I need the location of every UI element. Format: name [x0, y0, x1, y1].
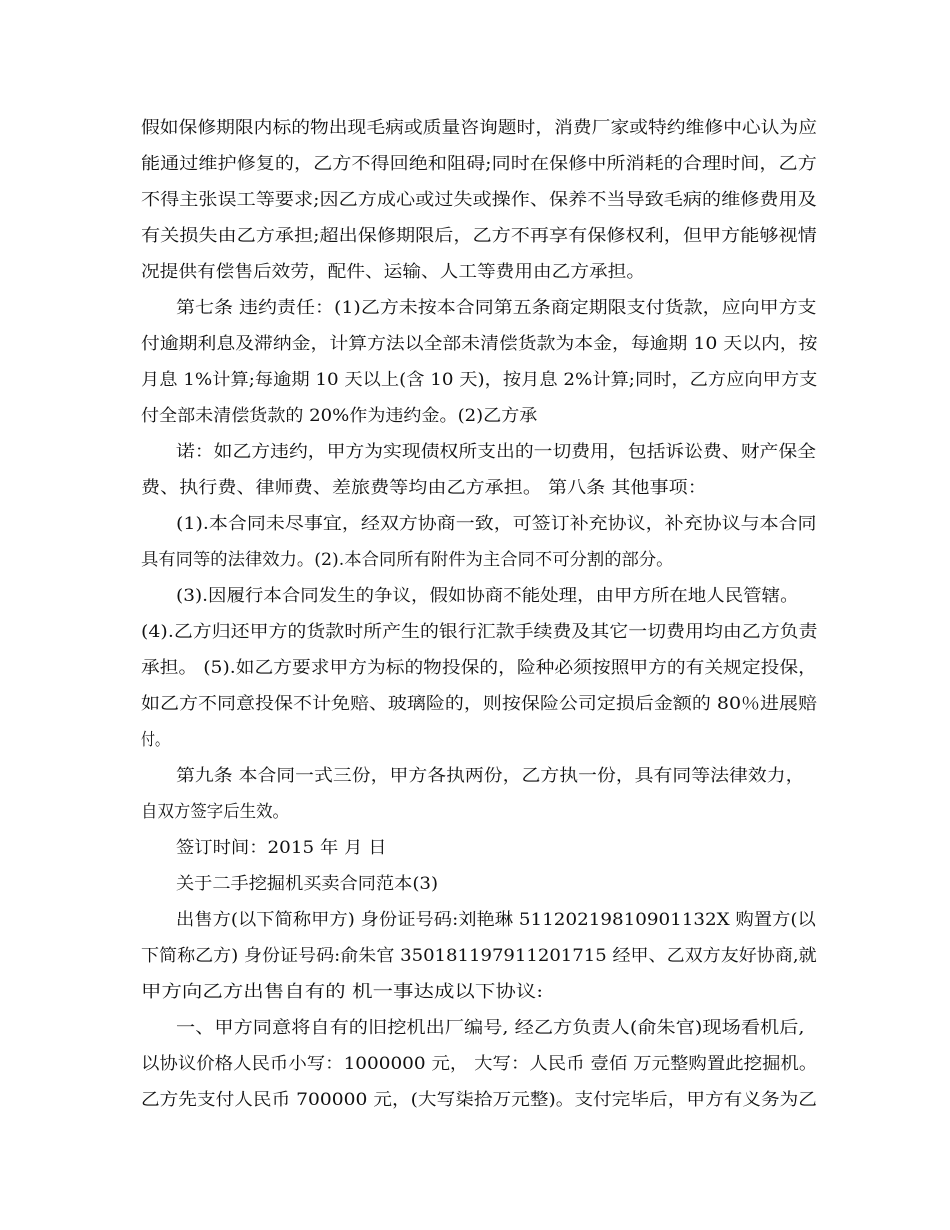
paragraph-line: 下简称乙方) 身份证号码:俞朱官 350181197911201715 经甲、乙双方友好协商,就: [141, 946, 817, 966]
paragraph-line: 假如保修期限内标的物出现毛病或质量咨询题时，消费厂家或特约维修中心认为应: [141, 118, 817, 138]
paragraph-line: 付逾期利息及滞纳金，计算方法以全部未清偿货款为本金，每逾期 10 天以内，按: [141, 334, 818, 354]
paragraph-line: 如乙方不同意投保不计免赔、玻璃险的，则按保险公司定损后金额的 80％进展赔: [141, 694, 818, 714]
paragraph-line: (1).本合同未尽事宜，经双方协商一致，可签订补充协议，补充协议与本合同: [176, 514, 817, 534]
paragraph-line: 一、甲方同意将自有的旧挖机出厂编号, 经乙方负责人(俞朱官)现场看机后,: [176, 1018, 805, 1038]
signing-date-line: 签订时间：2015 年 月 日: [176, 838, 387, 858]
paragraph-line: 第七条 违约责任：(1)乙方未按本合同第五条商定期限支付货款，应向甲方支: [176, 298, 817, 318]
paragraph-line: 付。: [141, 730, 169, 750]
paragraph-line: 能通过维护修复的，乙方不得回绝和阻碍;同时在保修中所消耗的合理时间，乙方: [141, 154, 817, 174]
paragraph-line: 有关损失由乙方承担;超出保修期限后，乙方不再享有保修权利，但甲方能够视情: [141, 226, 817, 246]
paragraph-line: 付全部未清偿货款的 20%作为违约金。(2)乙方承: [141, 406, 538, 426]
paragraph-line: 甲方向乙方出售自有的 机一事达成以下协议:: [141, 982, 544, 1002]
paragraph-line: 不得主张误工等要求;因乙方成心或过失或操作、保养不当导致毛病的维修费用及: [141, 190, 817, 210]
paragraph-line: 月息 1%计算;每逾期 10 天以上(含 10 天)，按月息 2%计算;同时，乙方应向甲方支: [141, 370, 818, 390]
paragraph-line: 承担。 (5).如乙方要求甲方为标的物投保的，险种必须按照甲方的有关规定投保，: [141, 658, 817, 678]
paragraph-line: 自双方签字后生效。: [141, 802, 289, 822]
section-title: 关于二手挖掘机买卖合同范本(3): [176, 874, 439, 894]
paragraph-line: (3).因履行本合同发生的争议，假如协商不能处理，由甲方所在地人民管辖。: [176, 586, 799, 606]
paragraph-line: 出售方(以下简称甲方) 身份证号码:刘艳琳 51120219810901132X 购置方(以: [176, 910, 816, 930]
paragraph-line: 况提供有偿售后效劳，配件、运输、人工等费用由乙方承担。: [141, 262, 645, 282]
paragraph-line: 具有同等的法律效力。(2).本合同所有附件为主合同不可分割的部分。: [141, 550, 674, 570]
paragraph-line: 以协议价格人民币小写：1000000 元， 大写：人民币 壹佰 万元整购置此挖掘机。: [141, 1054, 818, 1074]
paragraph-line: 第九条 本合同一式三份，甲方各执两份，乙方执一份，具有同等法律效力，: [176, 766, 805, 786]
paragraph-line: 乙方先支付人民币 700000 元，(大写柒拾万元整)。支付完毕后，甲方有义务为乙: [141, 1090, 817, 1110]
paragraph-line: 诺：如乙方违约，甲方为实现债权所支出的一切费用，包括诉讼费、财产保全: [176, 442, 816, 462]
paragraph-line: 费、执行费、律师费、差旅费等均由乙方承担。 第八条 其他事项：: [141, 478, 707, 498]
paragraph-line: (4).乙方归还甲方的货款时所产生的银行汇款手续费及其它一切费用均由乙方负责: [141, 622, 818, 642]
